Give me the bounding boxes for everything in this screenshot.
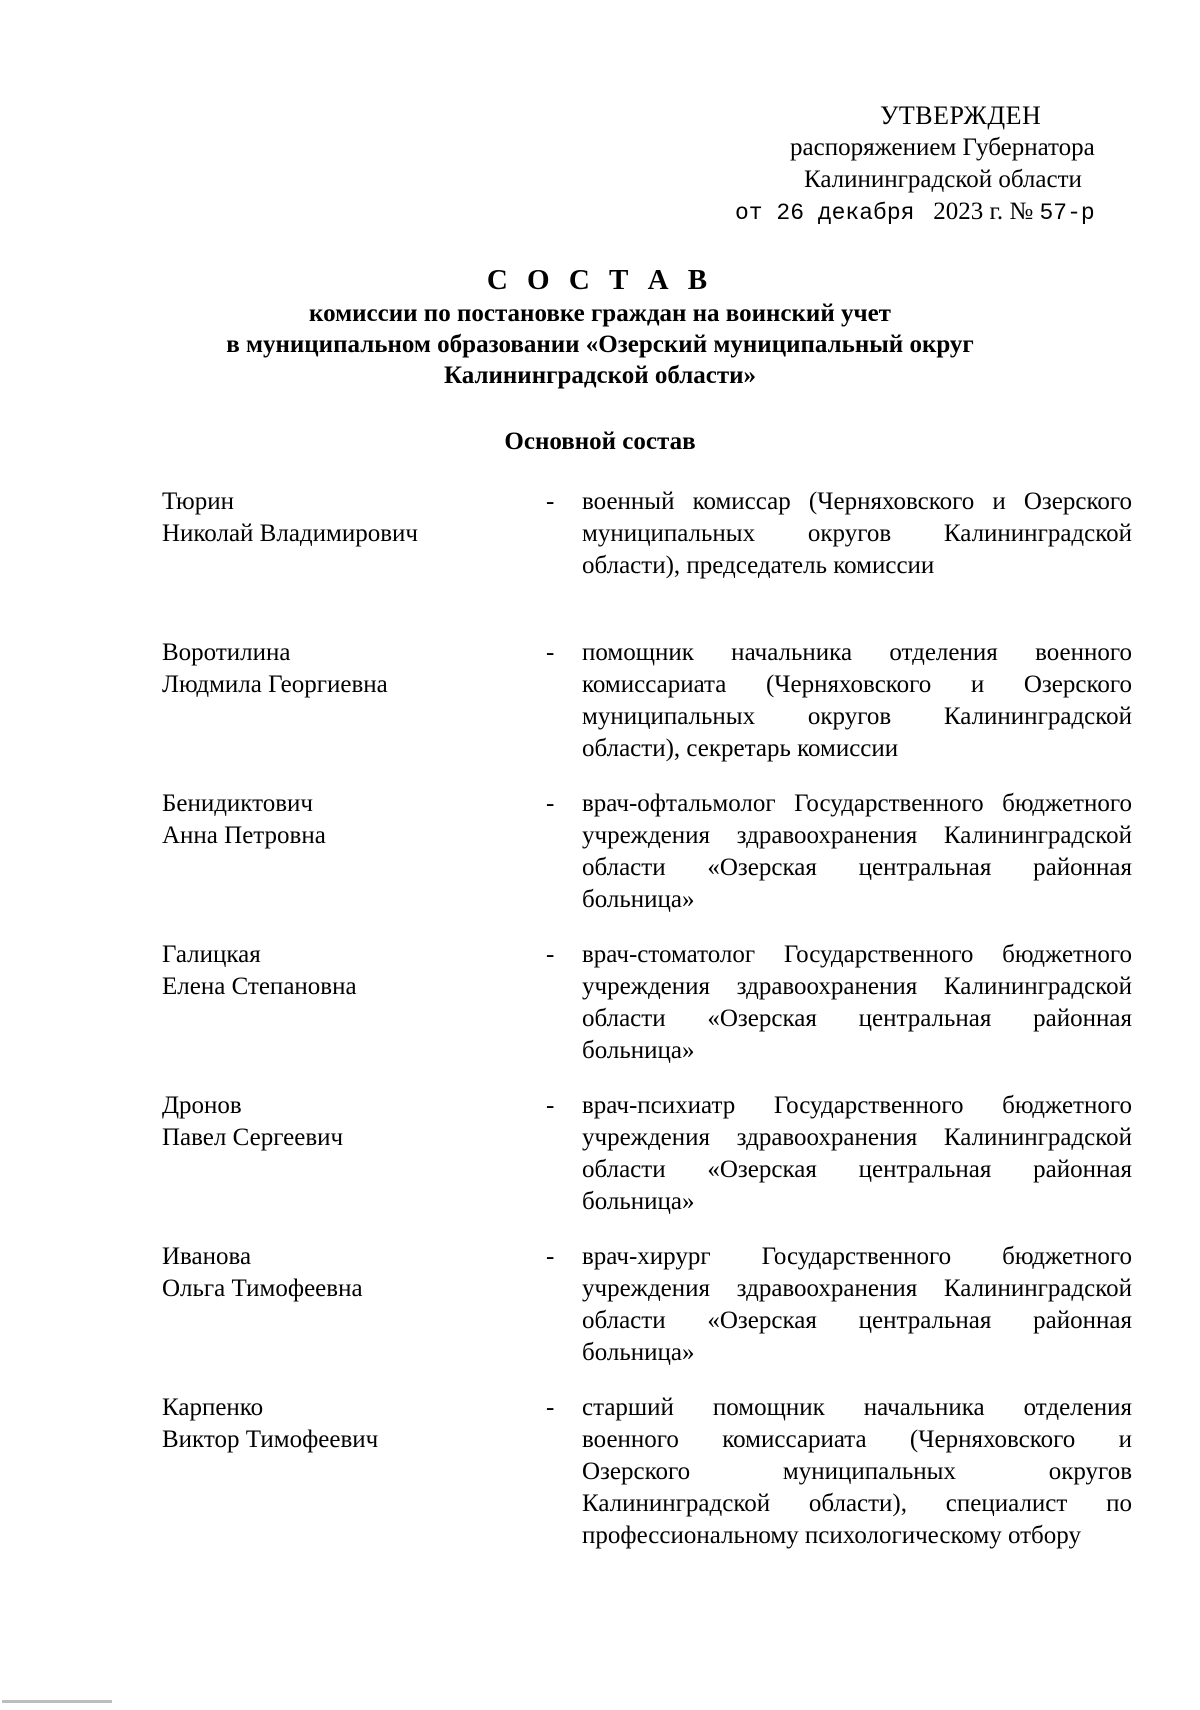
member-surname: Воротилина	[162, 639, 291, 666]
approval-stamp	[735, 100, 1140, 229]
member-dash: -	[546, 790, 555, 817]
member-role: помощник начальника отделения военного комиссариата (Черняховского и Озерского муниципальных округов Калининградской области), секретарь комиссии	[582, 639, 1132, 762]
approval-number: 57-р	[1039, 200, 1095, 226]
member-surname: Бенидиктович	[162, 790, 313, 817]
document-subtitle-line: Калининградской области»	[443, 362, 757, 389]
member-given-names: Виктор Тимофеевич	[162, 1426, 379, 1453]
document-heading	[140, 262, 1060, 391]
member-name	[162, 788, 522, 852]
member-name	[162, 486, 522, 550]
member-name	[162, 939, 522, 1003]
member-given-names: Анна Петровна	[162, 822, 326, 849]
member-role: врач-офтальмолог Государственного бюджетного учреждения здравоохранения Калининградской области «Озерская центральная районная больница»	[582, 790, 1132, 913]
approval-by: распоряжением Губернатора	[790, 134, 1095, 161]
member-dash: -	[546, 488, 555, 515]
member-dash: -	[546, 1394, 555, 1421]
member-dash: -	[546, 941, 555, 968]
scan-artifact	[2, 1700, 112, 1703]
member-name	[162, 1241, 522, 1305]
member-surname: Тюрин	[162, 488, 234, 515]
member-dash: -	[546, 1092, 555, 1119]
member-role: врач-хирург Государственного бюджетного учреждения здравоохранения Калининградской области «Озерская центральная районная больница»	[582, 1243, 1132, 1366]
approval-date	[735, 196, 1140, 229]
document-subtitle-line: комиссии по постановке граждан на воинский учет	[309, 300, 891, 327]
member-given-names: Ольга Тимофеевна	[162, 1275, 363, 1302]
document-subtitle-line: в муниципальном образовании «Озерский муниципальный округ	[226, 331, 974, 358]
member-name	[162, 1392, 522, 1456]
approval-year: 2023 г. №	[933, 198, 1034, 225]
member-dash: -	[546, 639, 555, 666]
section-title: Основной состав	[504, 428, 696, 455]
member-role: старший помощник начальника отделения военного комиссариата (Черняховского и Озерского муниципальных округов Калининградской области), специалист по профессиональному психологическому отбору	[582, 1394, 1132, 1549]
member-surname: Иванова	[162, 1243, 252, 1270]
member-name	[162, 637, 522, 701]
approval-region: Калининградской области	[804, 166, 1082, 193]
approval-title: УТВЕРЖДЕН	[880, 101, 1042, 130]
member-given-names: Павел Сергеевич	[162, 1124, 344, 1151]
member-dash: -	[546, 1243, 555, 1270]
member-given-names: Николай Владимирович	[162, 520, 418, 547]
approval-date-value: 26 декабря	[776, 200, 915, 226]
member-role: военный комиссар (Черняховского и Озерского муниципальных округов Калининградской области), председатель комиссии	[582, 488, 1132, 579]
member-role: врач-психиатр Государственного бюджетного учреждения здравоохранения Калининградской области «Озерская центральная районная больница»	[582, 1092, 1132, 1215]
document-title: С О С Т А В	[486, 264, 714, 296]
member-surname: Галицкая	[162, 941, 261, 968]
member-surname: Дронов	[162, 1092, 242, 1119]
member-name	[162, 1090, 522, 1154]
member-surname: Карпенко	[162, 1394, 264, 1421]
member-role: врач-стоматолог Государственного бюджетного учреждения здравоохранения Калининградской области «Озерская центральная районная больница»	[582, 941, 1132, 1064]
member-given-names: Людмила Георгиевна	[162, 671, 388, 698]
member-given-names: Елена Степановна	[162, 973, 357, 1000]
approval-date-prefix: от	[735, 200, 777, 226]
